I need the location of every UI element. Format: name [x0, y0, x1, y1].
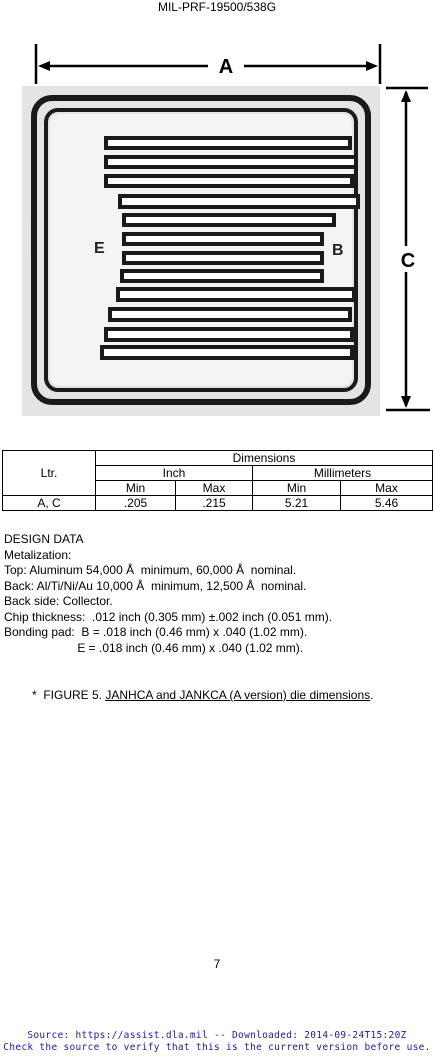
header-inch: Inch	[96, 466, 253, 481]
finger	[106, 138, 350, 148]
header-mm-min: Min	[253, 481, 341, 496]
cell-ltr: A, C	[3, 496, 96, 511]
bond-pad-e-label: E	[94, 240, 105, 257]
finger	[118, 289, 354, 300]
metalization-back: Back: Al/Ti/Ni/Au 10,000 Å minimum, 12,500 Å nominal.	[4, 578, 307, 593]
header-dimensions: Dimensions	[96, 451, 433, 466]
finger	[120, 196, 358, 207]
cell-inch-max: .215	[176, 496, 253, 511]
caption-prefix: * FIGURE 5.	[32, 688, 106, 702]
finger	[124, 215, 334, 225]
finger	[106, 176, 352, 186]
dimensions-table	[2, 450, 433, 511]
bond-pad-b-label: B	[332, 242, 344, 259]
bonding-pad-b: Bonding pad: B = .018 inch (0.46 mm) x .040 (1.02 mm).	[4, 625, 308, 639]
cell-inch-min: .205	[96, 496, 176, 511]
finger	[106, 329, 352, 340]
page-number: 7	[213, 957, 221, 971]
header-ltr: Ltr.	[3, 451, 96, 496]
finger	[110, 309, 350, 320]
dimension-c-label: C	[400, 250, 416, 272]
metalization-top: Top: Aluminum 54,000 Å minimum, 60,000 Å nominal.	[4, 563, 297, 577]
header-inch-max: Max	[176, 481, 253, 496]
metalization-label: Metalization:	[4, 547, 72, 562]
caption-title: JANHCA and JANKCA (A version) die dimensions	[105, 688, 371, 702]
footer-verify: Check the source to verify that this is the current version before use.	[3, 1042, 431, 1053]
cell-mm-max: 5.46	[341, 496, 433, 511]
finger	[122, 271, 322, 281]
footer-source: Source: https://assist.dla.mil -- Downloaded: 2014-09-24T15:20Z	[27, 1030, 407, 1041]
header-mm-max: Max	[341, 481, 433, 496]
die-dimension-figure	[20, 40, 434, 420]
dimension-a-label: A	[218, 56, 234, 78]
bonding-pad-e: E = .018 inch (0.46 mm) x .040 (1.02 mm).	[4, 640, 304, 655]
finger	[124, 234, 322, 244]
finger	[102, 347, 352, 358]
back-side: Back side: Collector.	[4, 594, 113, 608]
chip-thickness: Chip thickness: .012 inch (0.305 mm) ±.002 inch (0.051 mm).	[4, 609, 333, 624]
header-millimeters: Millimeters	[253, 466, 433, 481]
caption-suffix: .	[370, 688, 374, 702]
header-inch-min: Min	[96, 481, 176, 496]
finger	[124, 253, 322, 263]
design-data-title: DESIGN DATA	[4, 532, 84, 546]
design-data-block	[4, 532, 332, 656]
download-footer	[0, 1030, 434, 1054]
figure-caption	[32, 688, 373, 702]
table-row	[3, 496, 433, 511]
finger	[106, 157, 356, 167]
document-id: MIL-PRF-19500/538G	[157, 0, 277, 14]
cell-mm-min: 5.21	[253, 496, 341, 511]
